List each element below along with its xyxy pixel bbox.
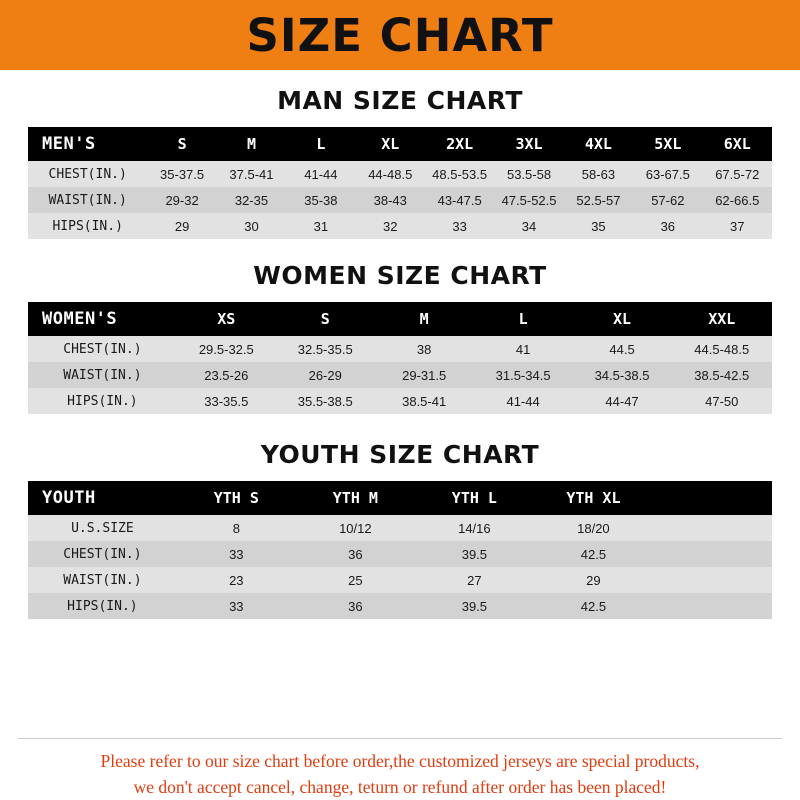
footer-note: [18, 738, 782, 800]
women-section-title: WOMEN SIZE CHART: [253, 261, 547, 290]
men-header-m: M: [217, 127, 286, 161]
men-header-xl: XL: [356, 127, 425, 161]
youth-chest-m: 36: [296, 541, 415, 567]
women-chest-xl: 44.5: [573, 336, 672, 362]
youth-hips-s: 33: [177, 593, 296, 619]
youth-hips-xl: 42.5: [534, 593, 653, 619]
men-row-hips-label: HIPS(IN.): [28, 213, 147, 239]
women-size-table: [28, 302, 772, 414]
men-chest-m: 37.5-41: [217, 161, 286, 187]
youth-size-table: [28, 481, 772, 619]
table-row: [28, 362, 772, 388]
youth-header-s: YTH S: [177, 481, 296, 515]
men-hips-m: 30: [217, 213, 286, 239]
men-waist-4xl: 52.5-57: [564, 187, 633, 213]
table-row: [28, 388, 772, 414]
youth-hips-l: 39.5: [415, 593, 534, 619]
youth-header-label: YOUTH: [28, 481, 177, 515]
men-section-title: MAN SIZE CHART: [277, 86, 523, 115]
women-hips-xxl: 47-50: [672, 388, 773, 414]
youth-chest-blank: [653, 541, 772, 567]
men-chest-4xl: 58-63: [564, 161, 633, 187]
men-chest-5xl: 63-67.5: [633, 161, 702, 187]
women-waist-l: 31.5-34.5: [474, 362, 573, 388]
men-header-s: S: [147, 127, 216, 161]
header-banner: [0, 0, 800, 70]
women-chest-xxl: 44.5-48.5: [672, 336, 773, 362]
youth-header-l: YTH L: [415, 481, 534, 515]
table-row: [28, 213, 772, 239]
women-chest-l: 41: [474, 336, 573, 362]
women-waist-m: 29-31.5: [375, 362, 474, 388]
youth-section-title: YOUTH SIZE CHART: [260, 440, 540, 469]
women-chest-xs: 29.5-32.5: [177, 336, 276, 362]
youth-waist-blank: [653, 567, 772, 593]
chart-content: [0, 70, 800, 724]
youth-waist-xl: 29: [534, 567, 653, 593]
men-waist-l: 35-38: [286, 187, 355, 213]
men-waist-6xl: 62-66.5: [703, 187, 772, 213]
men-header-3xl: 3XL: [494, 127, 563, 161]
youth-ussize-m: 10/12: [296, 515, 415, 541]
women-header-xxl: XXL: [672, 302, 773, 336]
women-waist-xxl: 38.5-42.5: [672, 362, 773, 388]
table-row: [28, 515, 772, 541]
youth-chest-s: 33: [177, 541, 296, 567]
women-row-waist-label: WAIST(IN.): [28, 362, 177, 388]
table-row: [28, 593, 772, 619]
youth-header-blank: [653, 481, 772, 515]
men-chest-l: 41-44: [286, 161, 355, 187]
men-waist-xl: 38-43: [356, 187, 425, 213]
men-size-table: [28, 127, 772, 239]
youth-header-xl: YTH XL: [534, 481, 653, 515]
women-waist-xs: 23.5-26: [177, 362, 276, 388]
youth-waist-m: 25: [296, 567, 415, 593]
women-row-hips-label: HIPS(IN.): [28, 388, 177, 414]
page-title: SIZE CHART: [246, 8, 554, 62]
men-hips-s: 29: [147, 213, 216, 239]
table-row: [28, 187, 772, 213]
youth-row-waist-label: WAIST(IN.): [28, 567, 177, 593]
youth-header-m: YTH M: [296, 481, 415, 515]
footer-line-2: we don't accept cancel, change, teturn or refund after order has been placed!: [133, 776, 667, 797]
women-header-xl: XL: [573, 302, 672, 336]
table-row: [28, 336, 772, 362]
youth-ussize-l: 14/16: [415, 515, 534, 541]
youth-ussize-blank: [653, 515, 772, 541]
table-header-row: [28, 302, 772, 336]
youth-waist-s: 23: [177, 567, 296, 593]
table-row: [28, 161, 772, 187]
men-hips-3xl: 34: [494, 213, 563, 239]
women-header-m: M: [375, 302, 474, 336]
men-row-chest-label: CHEST(IN.): [28, 161, 147, 187]
women-chest-m: 38: [375, 336, 474, 362]
youth-hips-blank: [653, 593, 772, 619]
women-header-s: S: [276, 302, 375, 336]
men-row-waist-label: WAIST(IN.): [28, 187, 147, 213]
women-header-l: L: [474, 302, 573, 336]
men-hips-4xl: 35: [564, 213, 633, 239]
men-waist-s: 29-32: [147, 187, 216, 213]
men-header-4xl: 4XL: [564, 127, 633, 161]
women-waist-s: 26-29: [276, 362, 375, 388]
men-header-6xl: 6XL: [703, 127, 772, 161]
women-chest-s: 32.5-35.5: [276, 336, 375, 362]
men-header-l: L: [286, 127, 355, 161]
youth-hips-m: 36: [296, 593, 415, 619]
youth-waist-l: 27: [415, 567, 534, 593]
youth-chest-xl: 42.5: [534, 541, 653, 567]
women-header-xs: XS: [177, 302, 276, 336]
women-hips-xl: 44-47: [573, 388, 672, 414]
men-waist-3xl: 47.5-52.5: [494, 187, 563, 213]
men-hips-xl: 32: [356, 213, 425, 239]
men-hips-5xl: 36: [633, 213, 702, 239]
men-header-label: MEN'S: [28, 127, 147, 161]
youth-chest-l: 39.5: [415, 541, 534, 567]
men-hips-2xl: 33: [425, 213, 494, 239]
men-chest-xl: 44-48.5: [356, 161, 425, 187]
youth-row-hips-label: HIPS(IN.): [28, 593, 177, 619]
men-chest-2xl: 48.5-53.5: [425, 161, 494, 187]
men-waist-5xl: 57-62: [633, 187, 702, 213]
men-waist-2xl: 43-47.5: [425, 187, 494, 213]
youth-ussize-xl: 18/20: [534, 515, 653, 541]
table-row: [28, 541, 772, 567]
table-header-row: [28, 481, 772, 515]
footer-line-1: Please refer to our size chart before order,the customized jerseys are special products,: [100, 751, 700, 772]
women-hips-s: 35.5-38.5: [276, 388, 375, 414]
men-header-2xl: 2XL: [425, 127, 494, 161]
women-hips-l: 41-44: [474, 388, 573, 414]
women-row-chest-label: CHEST(IN.): [28, 336, 177, 362]
table-row: [28, 567, 772, 593]
youth-row-ussize-label: U.S.SIZE: [28, 515, 177, 541]
women-hips-m: 38.5-41: [375, 388, 474, 414]
men-chest-3xl: 53.5-58: [494, 161, 563, 187]
youth-row-chest-label: CHEST(IN.): [28, 541, 177, 567]
women-header-label: WOMEN'S: [28, 302, 177, 336]
men-hips-l: 31: [286, 213, 355, 239]
men-header-5xl: 5XL: [633, 127, 702, 161]
men-chest-6xl: 67.5-72: [703, 161, 772, 187]
men-waist-m: 32-35: [217, 187, 286, 213]
men-hips-6xl: 37: [703, 213, 772, 239]
women-waist-xl: 34.5-38.5: [573, 362, 672, 388]
youth-ussize-s: 8: [177, 515, 296, 541]
table-header-row: [28, 127, 772, 161]
women-hips-xs: 33-35.5: [177, 388, 276, 414]
men-chest-s: 35-37.5: [147, 161, 216, 187]
